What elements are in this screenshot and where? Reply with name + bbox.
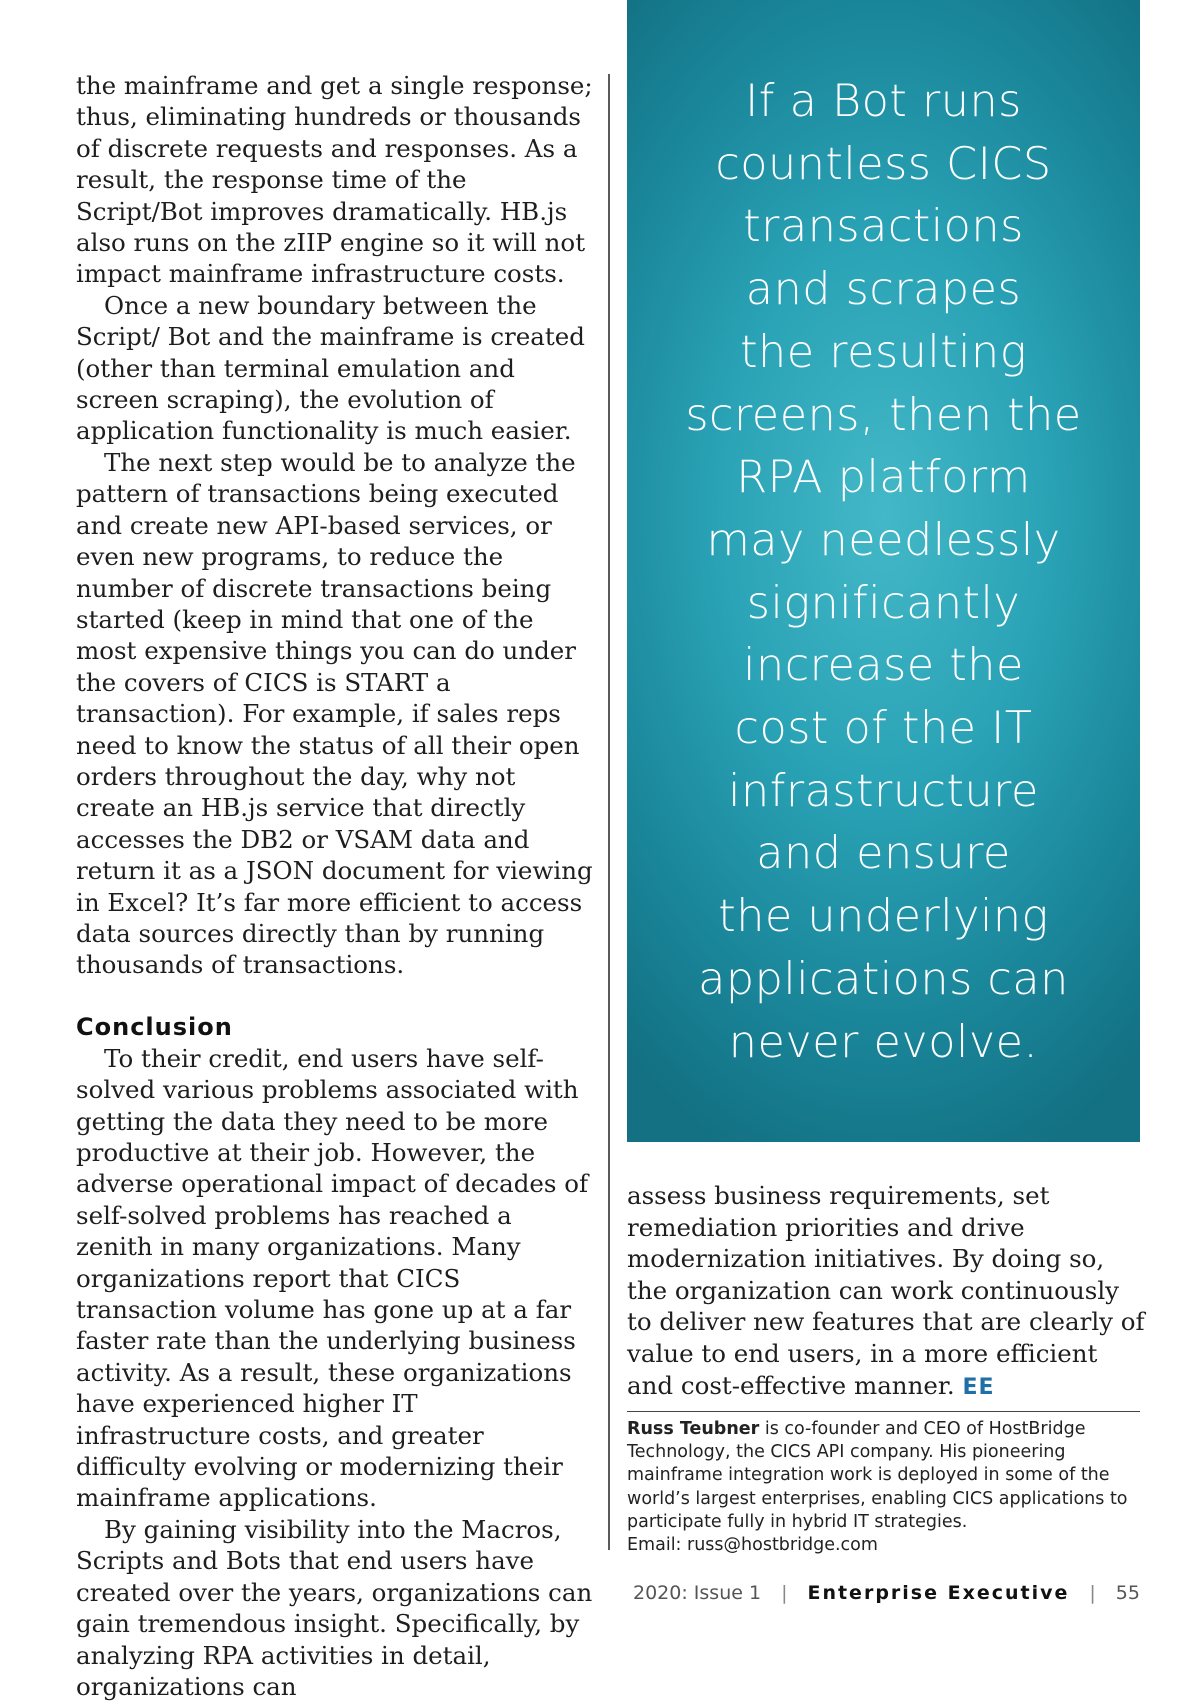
pull-quote-line: and ensure bbox=[756, 828, 1011, 880]
right-column bbox=[627, 1180, 1147, 1403]
publication-name: Enterprise Executive bbox=[807, 1582, 1070, 1604]
page-number: 55 bbox=[1115, 1582, 1140, 1604]
pull-quote-line: the resulting bbox=[740, 326, 1027, 378]
body-paragraph: To their credit, end users have self-solved various problems associated with getting the data they need to be more productive at their job. However, the adverse operational impact of decades of self-solved problems has reached a zenith in many organizations. Many organizations report that CICS transaction volume has gone up at a far faster rate than the underlying business activity. As a result, these organizations have experienced higher IT infrastructure costs, and greater difficulty evolving or modernizing their mainframe applications. bbox=[76, 1043, 589, 1513]
pull-quote-line: screens, then the bbox=[685, 389, 1082, 441]
author-bio bbox=[627, 1418, 1142, 1557]
page-footer bbox=[633, 1582, 1140, 1604]
pull-quote-line: and scrapes bbox=[745, 264, 1022, 316]
body-paragraph: The next step would be to analyze the pattern of transactions being executed and create new API-based services, or even new programs, to reduce the number of discrete transactions being started (keep in mind that one of the most expensive things you can do under the covers of CICS is START a transaction). For example, if sales reps need to know the status of all their open orders throughout the day, why not create an HB.js service that directly accesses the DB2 or VSAM data and return it as a JSON document for viewing in Excel? It’s far more efficient to access data sources directly than by running thousands of transactions. bbox=[76, 447, 593, 980]
pull-quote-line: applications can bbox=[698, 953, 1069, 1005]
pull-quote-line: transactions bbox=[743, 201, 1024, 253]
pull-quote-line: significantly bbox=[746, 577, 1021, 629]
footer-separator: | bbox=[1089, 1582, 1096, 1604]
body-paragraph: Once a new boundary between the Script/ Bot and the mainframe is created (other than terminal emulation and screen scraping), the evolution of application functionality is much easier. bbox=[76, 290, 585, 446]
footer-separator: | bbox=[781, 1582, 788, 1604]
bio-description: is co-founder and CEO of HostBridge Technology, the CICS API company. His pioneering mainframe integration work is deployed in some of the world’s largest enterprises, enabling CICS applications to participate fully in hybrid IT strategies. bbox=[627, 1419, 1128, 1532]
pull-quote-line: never evolve. bbox=[728, 1016, 1039, 1068]
issue-label: 2020: Issue 1 bbox=[633, 1582, 762, 1604]
left-column bbox=[76, 70, 596, 1702]
closing-paragraph-text: assess business requirements, set remediation priorities and drive modernization initiatives. By doing so, the organization can work continuously to deliver new features that are clearly of value to end users, in a more efficient and cost-effective manner. bbox=[627, 1181, 1145, 1400]
pull-quote-line: infrastructure bbox=[728, 765, 1039, 817]
pull-quote-line: RPA platform bbox=[736, 452, 1031, 504]
bio-text bbox=[627, 1418, 1142, 1534]
body-paragraph bbox=[627, 1180, 1147, 1403]
column-divider bbox=[608, 74, 610, 1550]
bio-divider bbox=[627, 1411, 1140, 1412]
author-email: Email: russ@hostbridge.com bbox=[627, 1535, 878, 1556]
pull-quote-line: may needlessly bbox=[706, 514, 1061, 566]
pull-quote-line: increase the bbox=[743, 640, 1024, 692]
section-heading: Conclusion bbox=[76, 1012, 233, 1041]
pull-quote-line: the underlying bbox=[718, 891, 1049, 943]
body-paragraph: the mainframe and get a single response; thus, eliminating hundreds or thousands of discrete requests and responses. As a result, the response time of the Script/Bot improves dramatically. HB.js also runs on the zIIP engine so it will not impact mainframe infrastructure costs. bbox=[76, 71, 593, 289]
pull-quote-line: If a Bot runs bbox=[745, 76, 1022, 127]
body-paragraph: By gaining visibility into the Macros, Scripts and Bots that end users have created over the years, organizations can gain tremendous insight. Specifically, by analyzing RPA activities in detail, organizations can bbox=[76, 1514, 593, 1701]
pull-quote-line: countless CICS bbox=[715, 138, 1052, 190]
pull-quote bbox=[627, 0, 1140, 1142]
pull-quote-line: cost of the IT bbox=[734, 703, 1033, 755]
author-name: Russ Teubner bbox=[627, 1419, 760, 1439]
end-mark: EE bbox=[962, 1374, 995, 1400]
